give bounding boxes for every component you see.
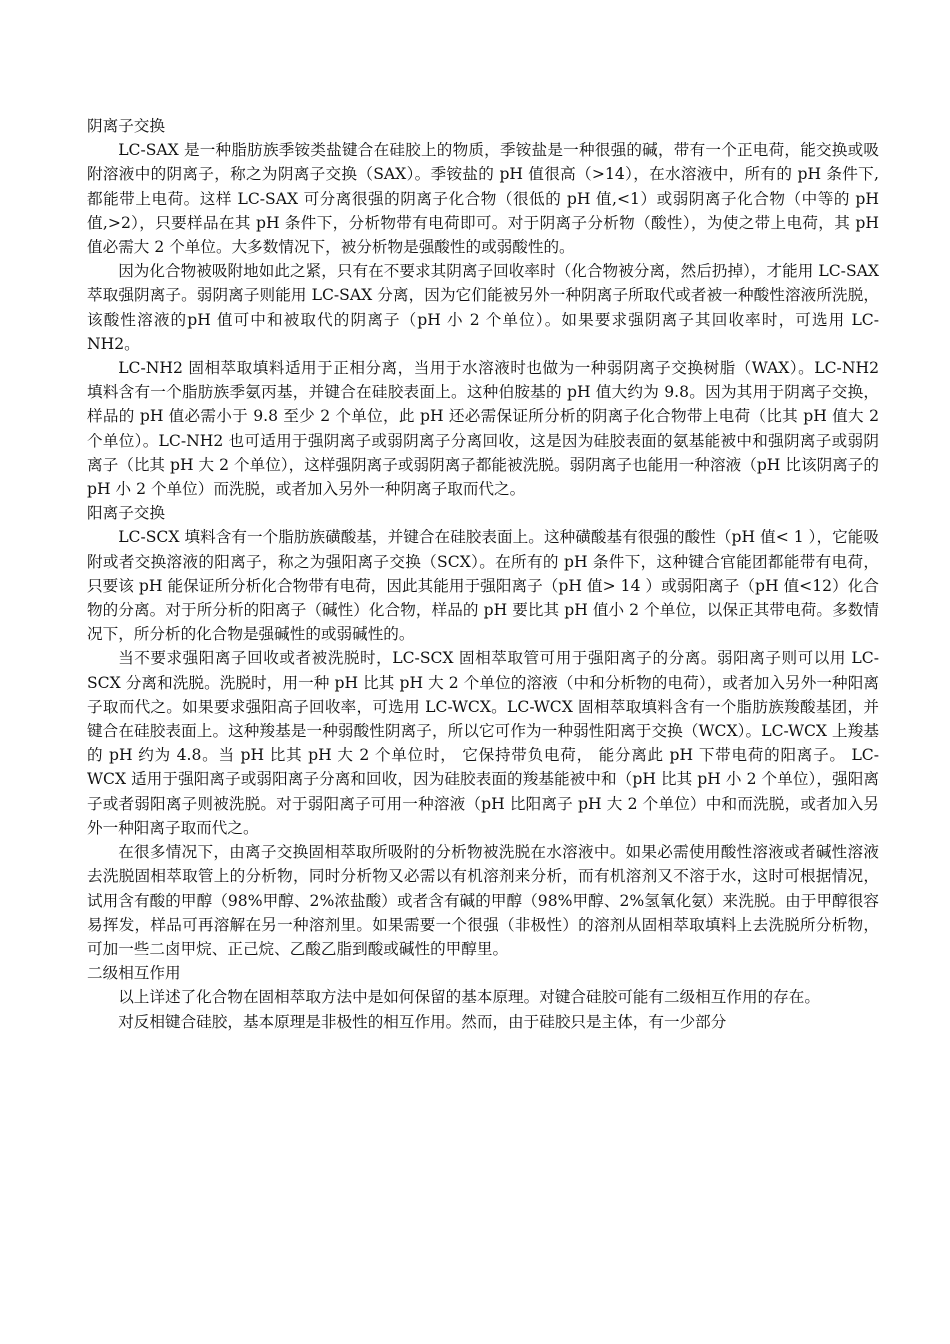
- paragraph-elution-solvents: 在很多情况下，由离子交换固相萃取所吸附的分析物被洗脱在水溶液中。如果必需使用酸性溶液或者碱性溶液去洗脱固相萃取管上的分析物，同时分析物又必需以有机溶剂来分析，而有机溶剂又不溶于水，这时可根据情况，试用含有酸的甲醇（98%甲醇、2%浓盐酸）或者含有碱的甲醇（98%甲醇、2%氢氧化氨）来洗脱。由于甲醇很容易挥发，样品可再溶解在另一种溶剂里。如果需要一个很强（非极性）的溶剂从固相萃取填料上去洗脱所分析物，可加一些二卤甲烷、正己烷、乙酸乙脂到酸或碱性的甲醇里。: [87, 843, 879, 958]
- paragraph-secondary-intro: 以上详述了化合物在固相萃取方法中是如何保留的基本原理。对键合硅胶可能有二级相互作用的存在。: [118, 988, 820, 1007]
- section-heading-anion-exchange: 阴离子交换: [87, 117, 165, 135]
- section-heading-cation-exchange: 阳离子交换: [87, 504, 165, 523]
- document-page: [87, 114, 879, 1034]
- paragraph-strong-anion-recovery: 因为化合物被吸附地如此之紧，只有在不要求其阴离子回收率时（化合物被分离，然后扔掉），才能用 LC-SAX 萃取强阴离子。弱阴离子则能用 LC-SAX 分离，因为它们能被另外一种阴离子所取代或者被一种酸性溶液所洗脱，该酸性溶液的pH 值可中和被取代的阴离子（pH 小 2 个单位）。如果要求强阴离子其回收率时，可选用 LC-NH2。: [87, 262, 879, 353]
- paragraph-lc-sax: LC-SAX 是一种脂肪族季铵类盐键合在硅胶上的物质，季铵盐是一种很强的碱，带有一个正电荷，能交换或吸附溶液中的阴离子，称之为阴离子交换（SAX）。季铵盐的 pH 值很高（>14），在水溶液中，所有的 pH 条件下,都能带上电荷。这样 LC-SAX 可分离很强的阴离子化合物（很低的 pH 值,<1）或弱阴离子化合物（中等的 pH 值,>2），只要样品在其 pH 条件下，分析物带有电荷即可。对于阴离子分析物（酸性），为使之带上电荷，其 pH 值必需大 2 个单位。大多数情况下，被分析物是强酸性的或弱酸性的。: [87, 141, 879, 257]
- paragraph-lc-scx: LC-SCX 填料含有一个脂肪族磺酸基，并键合在硅胶表面上。这种磺酸基有很强的酸性（pH 值< 1 ），它能吸附或者交换溶液的阳离子，称之为强阳离子交换（SCX）。在所有的 pH 条件下，这种键合官能团都能带有电荷， 只要该 pH 能保证所分析化合物带有电荷，因此其能用于强阳离子（pH 值> 14 ）或弱阳离子（pH 值<12）化合物的分离。对于所分析的阳离子（碱性）化合物，样品的 pH 要比其 pH 值小 2 个单位，以保正其带电荷。多数情况下，所分析的化合物是强碱性的或弱碱性的。: [87, 528, 879, 644]
- paragraph-lc-nh2: LC-NH2 固相萃取填料适用于正相分离，当用于水溶液时也做为一种弱阴离子交换树脂（WAX）。LC-NH2 填料含有一个脂肪族季氨丙基，并键合在硅胶表面上。这种伯胺基的 pH 值大约为 9.8。因为其用于阴离子交换，样品的 pH 值必需小于 9.8 至少 2 个单位，此 pH 还必需保证所分析的阴离子化合物带上电荷（比其 pH 值大 2 个单位）。LC-NH2 也可适用于强阴离子或弱阴离子分离回收，这是因为硅胶表面的氨基能被中和强阴离子或弱阴离子（比其 pH 大 2 个单位），这样强阴离子或弱阴离子都能被洗脱。弱阴离子也能用一种溶液（pH 比该阴离子的 pH 小 2 个单位）而洗脱，或者加入另外一种阴离子取而代之。: [87, 359, 879, 499]
- section-heading-secondary-interactions: 二级相互作用: [87, 964, 181, 983]
- paragraph-lc-wcx: 当不要求强阳离子回收或者被洗脱时，LC-SCX 固相萃取管可用于强阳离子的分离。弱阳离子则可以用 LC-SCX 分离和洗脱。洗脱时，用一种 pH 比其 pH 大 2 个单位的溶液（中和分析物的电荷），或者加入另外一种阳离子取而代之。如果要求强阳高子回收率，可选用 LC-WCX。LC-WCX 固相萃取填料含有一个脂肪族羧酸基团，并键合在硅胶表面上。这种羧基是一种弱酸性阴离子，所以它可作为一种弱性阳离于交换（WCX）。LC-WCX 上羧基的 pH 约为 4.8。当 pH 比其 pH 大 2 个单位时， 它保持带负电荷， 能分离此 pH 下带电荷的阳离子。 LC-WCX 适用于强阳离子或弱阳离子分离和回收，因为硅胶表面的羧基能被中和（pH 比其 pH 小 2 个单位），强阳离子或者弱阳离子则被洗脱。对于弱阳离子可用一种溶液（pH 比阳离子 pH 大 2 个单位）中和而洗脱，或者加入另外一种阳离子取而代之。: [87, 649, 879, 837]
- paragraph-reversed-phase: 对反相键合硅胶，基本原理是非极性的相互作用。然而，由于硅胶只是主体，有一少部分: [118, 1012, 727, 1031]
